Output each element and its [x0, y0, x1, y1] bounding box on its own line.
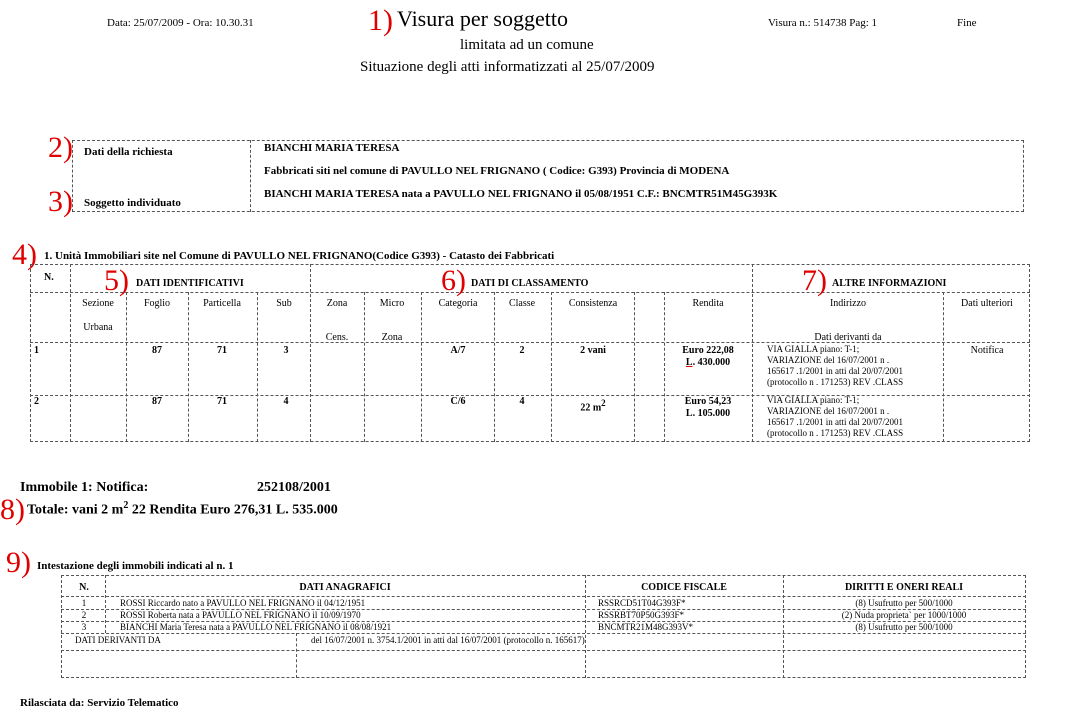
row2-sub: 4 — [283, 396, 289, 407]
col-dati-ulteriori: Dati ulteriori — [961, 298, 1013, 309]
header-date-time: Data: 25/07/2009 - Ora: 10.30.31 — [107, 17, 254, 29]
row1-foglio: 87 — [152, 345, 162, 356]
row2-consistenza: 22 $m^2$ — [580, 398, 606, 414]
richiesta-fabbricati: Fabbricati siti nel comune di PAVULLO NEL FRIGNANO ( Codice: G393) Provincia di MODENA — [264, 165, 730, 177]
int-row1-codice: RSSRCD51T04G393F* — [598, 598, 686, 608]
row2-particella: 71 — [217, 396, 227, 407]
col-dati-derivanti: Dati derivanti da — [814, 332, 882, 343]
group-altre-informazioni: ALTRE INFORMAZIONI — [832, 278, 947, 289]
col-sub: Sub — [276, 298, 292, 309]
int-derivanti-label: DATI DERIVANTI DA — [75, 635, 161, 645]
marker-5: 5) — [104, 264, 129, 297]
col-urbana: Urbana — [83, 322, 113, 333]
col-rendita: Rendita — [692, 298, 724, 309]
int-row3-anagrafici: BIANCHI Maria Teresa nata a PAVULLO NEL FRIGNANO il 08/08/1921 — [120, 622, 392, 632]
marker-3: 3) — [48, 185, 73, 218]
int-col-anagrafici: DATI ANAGRAFICI — [299, 582, 391, 593]
page-title: Visura per soggetto — [397, 6, 568, 31]
row1-consistenza: 2 vani — [580, 345, 606, 356]
marker-8: 8) — [0, 493, 25, 526]
col-zona: Zona — [326, 298, 348, 309]
group-dati-classamento: DATI DI CLASSAMENTO — [471, 278, 589, 289]
int-row3-n: 3 — [81, 622, 87, 632]
row1-ulteriori: Notifica — [970, 345, 1004, 356]
row2-foglio: 87 — [152, 396, 162, 407]
soggetto-individuato-value: BIANCHI MARIA TERESA nata a PAVULLO NEL FRIGNANO il 05/08/1951 C.F.: BNCMTR51M45G393K — [264, 188, 778, 200]
int-row1-n: 1 — [81, 598, 87, 608]
col-categoria: Categoria — [438, 298, 478, 309]
col-consistenza: Consistenza — [568, 298, 618, 309]
row1-categoria: A/7 — [450, 345, 466, 356]
section-1-title: 1. Unità Immobiliari site nel Comune di PAVULLO NEL FRIGNANO(Codice G393) - Catasto dei Fabbricati — [44, 250, 555, 262]
marker-1: 1) — [368, 4, 393, 37]
col-micro: Micro — [379, 298, 405, 309]
page-subtitle-2: Situazione degli atti informatizzati al 25/07/2009 — [360, 59, 655, 75]
int-col-n: N. — [79, 582, 89, 593]
int-row3-codice: BNCMTR21M48G393V* — [598, 622, 694, 632]
richiesta-nome: BIANCHI MARIA TERESA — [264, 142, 400, 154]
row1-indirizzo: VIA GIALLA piano: T-1; VARIAZIONE del 16/07/2001 n . 165617 .1/2001 in atti dal 20/07/2001 (protocollo n . 171253) REV .CLASS — [767, 344, 904, 387]
int-row2-anagrafici: ROSSI Roberta nata a PAVULLO NEL FRIGNANO il 10/09/1970 — [120, 610, 361, 620]
footer-rilasciata: Rilasciata da: Servizio Telematico — [20, 697, 179, 709]
totale-line: Totale: vani 2 $m^2$ 22 Rendita Euro 276,31 L. 535.000 — [27, 500, 338, 518]
label-soggetto-individuato: Soggetto individuato — [84, 197, 181, 209]
row2-indirizzo: VIA GIALLA piano: T-1; VARIAZIONE del 16/07/2001 n . 165617 .1/2001 in atti dal 20/07/2001 (protocollo n . 171253) REV .CLASS — [767, 395, 904, 438]
int-derivanti-value: del 16/07/2001 n. 3754.1/2001 in atti dal 16/07/2001 (protocollo n. 165617) — [311, 635, 585, 645]
group-dati-identificativi: DATI IDENTIFICATIVI — [136, 278, 244, 289]
row2-classe: 4 — [519, 396, 525, 407]
int-col-codice: CODICE FISCALE — [641, 582, 727, 593]
col-particella: Particella — [203, 298, 241, 309]
marker-9: 9) — [6, 546, 31, 579]
page-subtitle-1: limitata ad un comune — [460, 37, 594, 53]
row1-sub: 3 — [283, 345, 289, 356]
int-row2-n: 2 — [81, 610, 87, 620]
marker-7: 7) — [802, 264, 827, 297]
label-dati-richiesta: Dati della richiesta — [84, 146, 173, 158]
int-col-diritti: DIRITTI E ONERI REALI — [844, 582, 964, 593]
row1-classe: 2 — [519, 345, 525, 356]
int-row2-codice: RSSRBT70P50G393F* — [598, 610, 685, 620]
col-micro-zona: Zona — [381, 332, 403, 343]
row2-categoria: C/6 — [450, 396, 466, 407]
row2-rendita-euro: Euro 54,23 — [684, 396, 732, 407]
row2-rendita-lire: L. 105.000 — [685, 408, 731, 419]
row1-particella: 71 — [217, 345, 227, 356]
row1-rendita-euro: Euro 222,08 — [682, 345, 734, 356]
col-foglio: Foglio — [143, 298, 171, 309]
int-row3-diritti: (8) Usufrutto per 500/1000 — [855, 622, 953, 632]
int-row1-anagrafici: ROSSI Riccardo nato a PAVULLO NEL FRIGNANO il 04/12/1951 — [120, 598, 366, 608]
col-indirizzo: Indirizzo — [829, 298, 867, 309]
col-classe: Classe — [508, 298, 536, 309]
row1-n: 1 — [34, 345, 39, 356]
int-row1-diritti: (8) Usufrutto per 500/1000 — [855, 598, 953, 608]
marker-2: 2) — [48, 131, 73, 164]
immobile-notifica-value: 252108/2001 — [257, 480, 331, 495]
immobile-notifica-label: Immobile 1: Notifica: — [20, 480, 149, 495]
col-sezione: Sezione — [82, 298, 114, 309]
col-cens: Cens. — [325, 332, 349, 343]
row2-n: 2 — [34, 396, 39, 407]
visura-number: Visura n.: 514738 Pag: 1 — [768, 17, 878, 29]
marker-6: 6) — [441, 264, 466, 297]
row1-rendita-lire: L. 430.000 — [685, 357, 731, 368]
marker-4: 4) — [12, 238, 37, 271]
header-fine: Fine — [957, 17, 977, 29]
intestazione-title: Intestazione degli immobili indicati al n. 1 — [37, 560, 234, 572]
int-row2-diritti: (2) Nuda proprieta` per 1000/1000 — [841, 610, 967, 620]
col-n-header: N. — [44, 272, 54, 283]
